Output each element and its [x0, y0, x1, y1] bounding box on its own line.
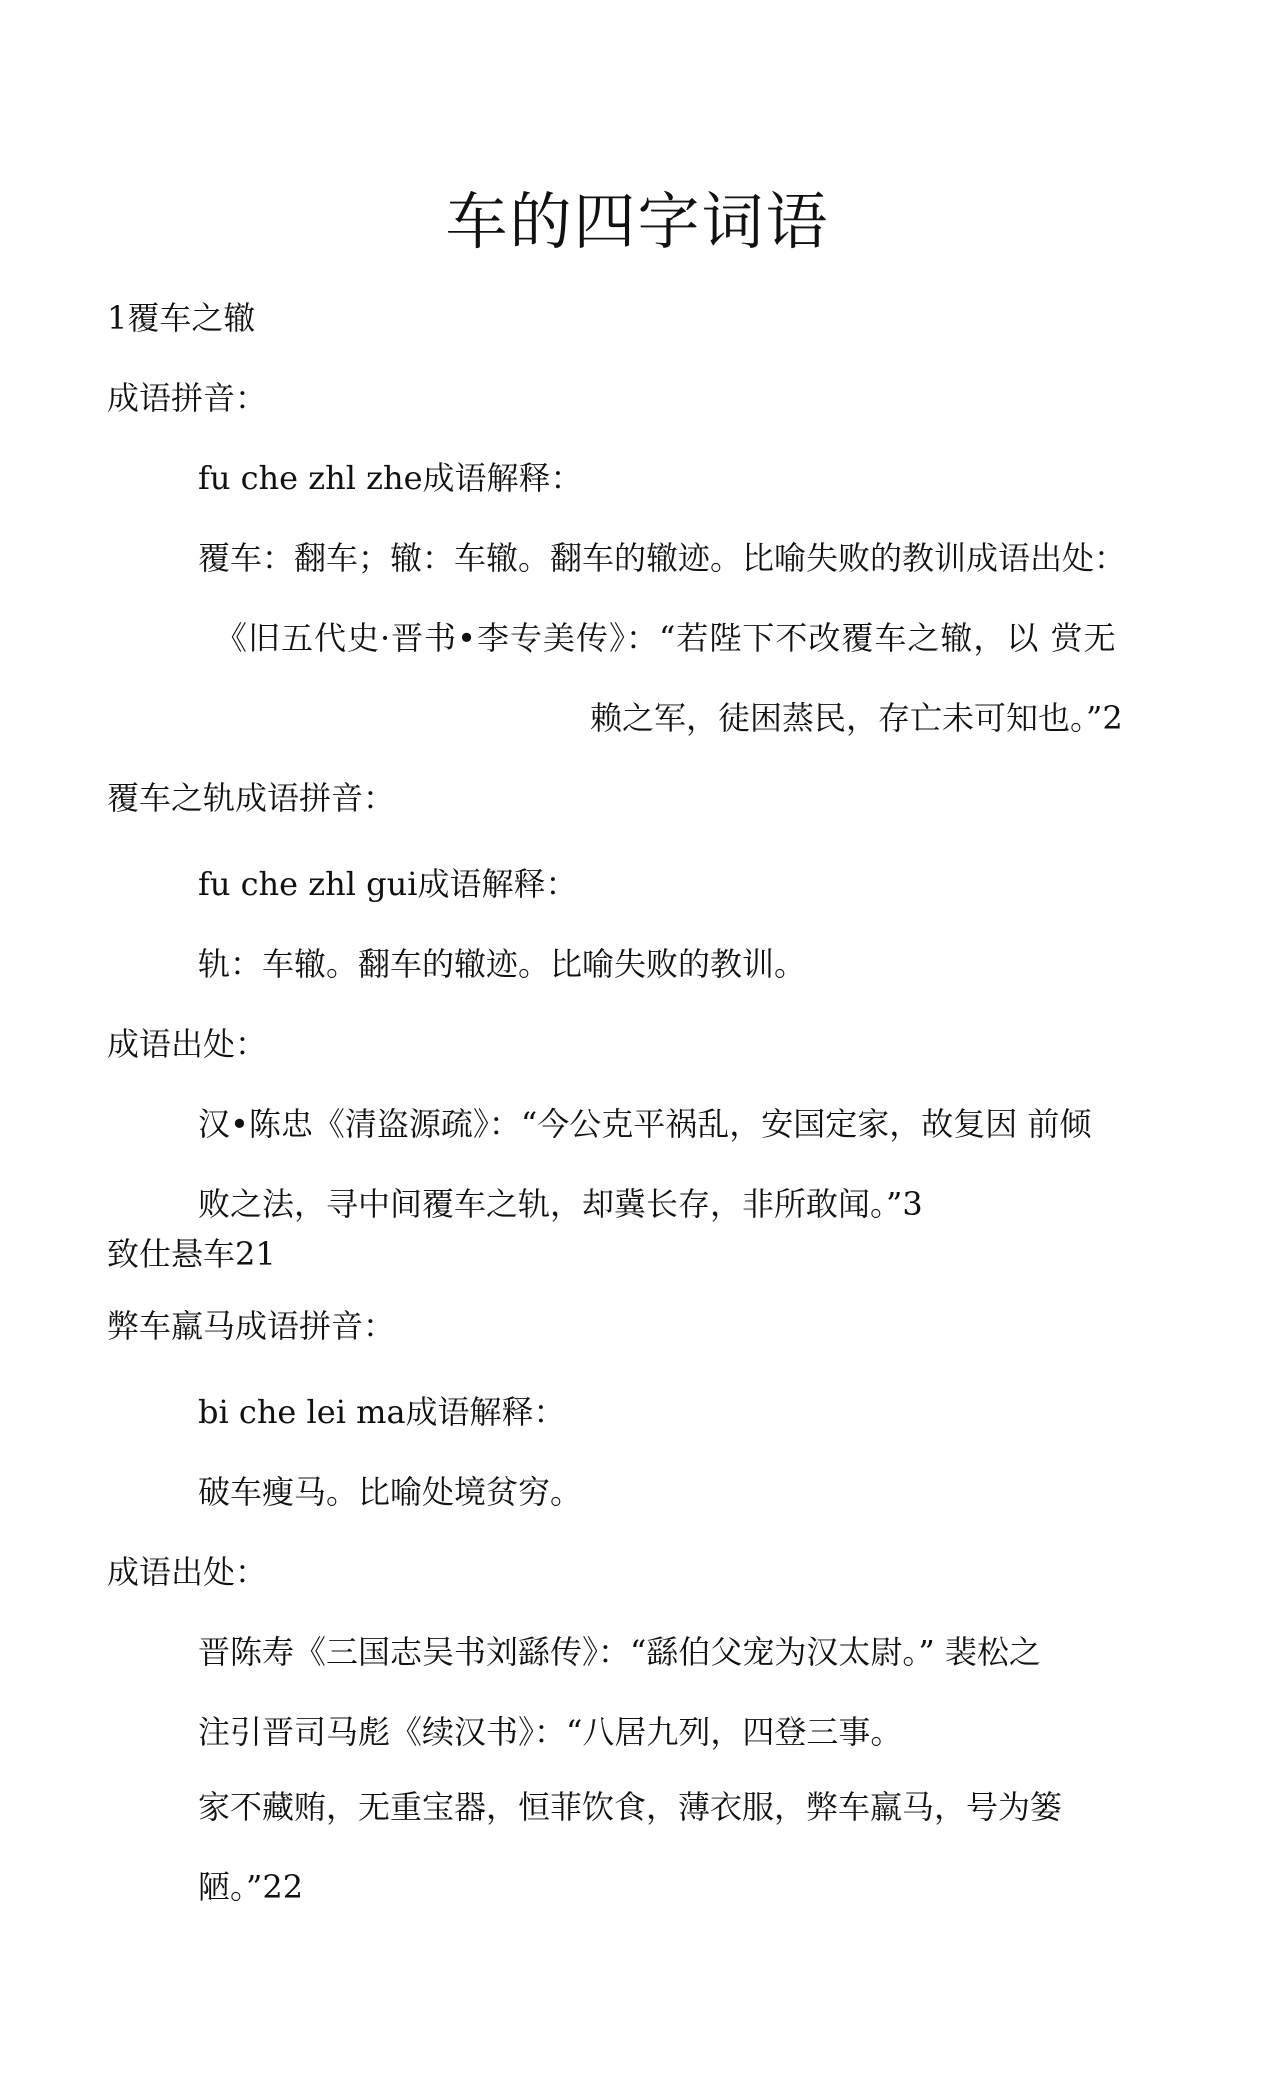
- source-line: 《旧五代史·晋书•李专美传》：“若陛下不改覆车之辙，以 赏无: [215, 619, 1117, 657]
- source-line: 赖之军，徒困蒸民，存亡未可知也。”2: [590, 699, 1123, 737]
- explanation-line: 覆车：翻车；辙：车辙。翻车的辙迹。比喻失败的教训成语出处：: [198, 539, 1127, 577]
- source-line: 汉•陈忠《清盗源疏》：“今公克平祸乱，安国定家，故复因 前倾: [198, 1105, 1092, 1143]
- source-line: 家不藏贿，无重宝器，恒菲饮食，薄衣服，弊车羸马，号为篓: [198, 1788, 1063, 1826]
- pinyin-line: fu che zhl gui成语解释：: [198, 865, 578, 903]
- section-label: 成语出处：: [107, 1025, 268, 1063]
- idiom-heading: 致仕悬车21: [107, 1235, 276, 1273]
- pinyin-line: bi che lei ma成语解释：: [198, 1393, 566, 1431]
- source-line: 陋。”22: [198, 1868, 304, 1906]
- explanation-line: 破车瘦马。比喻处境贫穷。: [198, 1473, 583, 1511]
- explanation-line: 轨：车辙。翻车的辙迹。比喻失败的教训。: [198, 945, 807, 983]
- idiom-heading: 弊车羸马成语拼音：: [107, 1307, 396, 1345]
- source-line: 败之法，寻中间覆车之轨，却冀长存，非所敢闻。”3: [198, 1185, 923, 1223]
- source-line: 注引晋司马彪《续汉书》：“八居九列，四登三事。: [198, 1713, 903, 1751]
- section-label: 成语出处：: [107, 1553, 268, 1591]
- section-label: 成语拼音：: [107, 379, 268, 417]
- source-line: 晋陈寿《三国志吴书刘繇传》：“繇伯父宠为汉太尉。” 裴松之: [198, 1633, 1041, 1671]
- idiom-heading: 1覆车之辙: [107, 299, 256, 337]
- idiom-heading: 覆车之轨成语拼音：: [107, 779, 396, 817]
- page-title: 车的四字词语: [445, 185, 830, 258]
- pinyin-line: fu che zhl zhe成语解释：: [198, 459, 583, 497]
